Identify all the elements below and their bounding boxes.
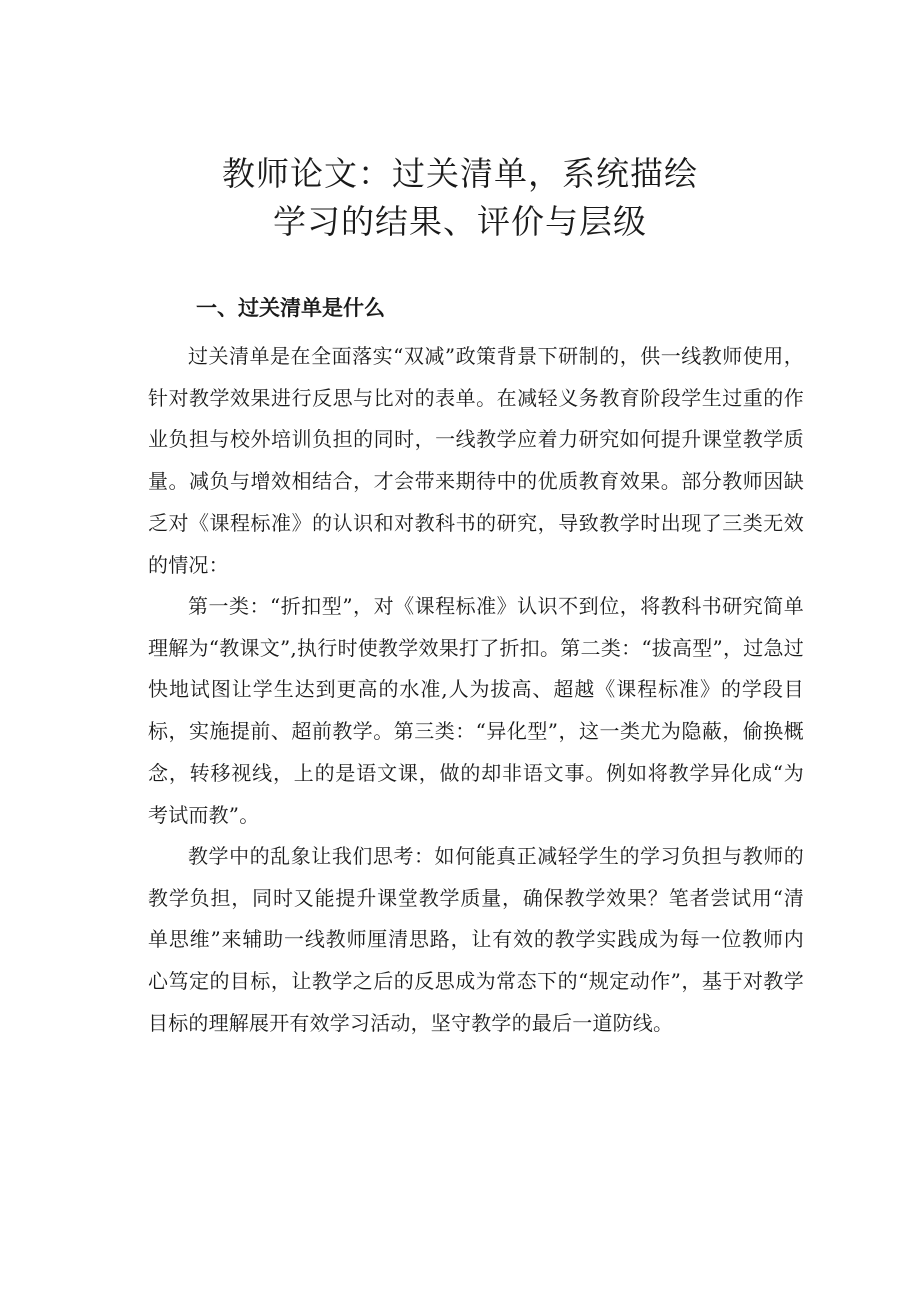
paragraph-3: 教学中的乱象让我们思考：如何能真正减轻学生的学习负担与教师的教学负担，同时又能提升课堂教学质量，确保教学效果？笔者尝试用“清单思维”来辅助一线教师厘清思路，让有效的教学实践成为每一位教师内心笃定的目标，让教学之后的反思成为常态下的“规定动作”，基于对教学目标的理解展开有效学习活动，坚守教学的最后一道防线。	[148, 844, 804, 1035]
document-title	[0, 150, 920, 246]
title-line-2: 学习的结果、评价与层级	[273, 202, 647, 241]
paragraph-2: 第一类：“折扣型”，对《课程标准》认识不到位，将教科书研究简单理解为“教课文”,执行时使教学效果打了折扣。第二类：“拔高型”，过急过快地试图让学生达到更高的水准,人为拔高、超越《课程标准》的学段目标，实施提前、超前教学。第三类：“异化型”，这一类尤为隐蔽，偷换概念，转移视线，上的是语文课，做的却非语文事。例如将教学异化成“为考试而教”。	[148, 594, 804, 827]
title-line-1: 教师论文：过关清单，系统描绘	[222, 154, 698, 193]
paragraph-1: 过关清单是在全面落实“双减”政策背景下研制的，供一线教师使用，针对教学效果进行反思与比对的表单。在减轻义务教育阶段学生过重的作业负担与校外培训负担的同时，一线教学应着力研究如何提升课堂教学质量。减负与增效相结合，才会带来期待中的优质教育效果。部分教师因缺乏对《课程标准》的认识和对教科书的研究，导致教学时出现了三类无效的情况：	[148, 344, 804, 577]
section-heading: 一、过关清单是什么	[196, 296, 385, 320]
